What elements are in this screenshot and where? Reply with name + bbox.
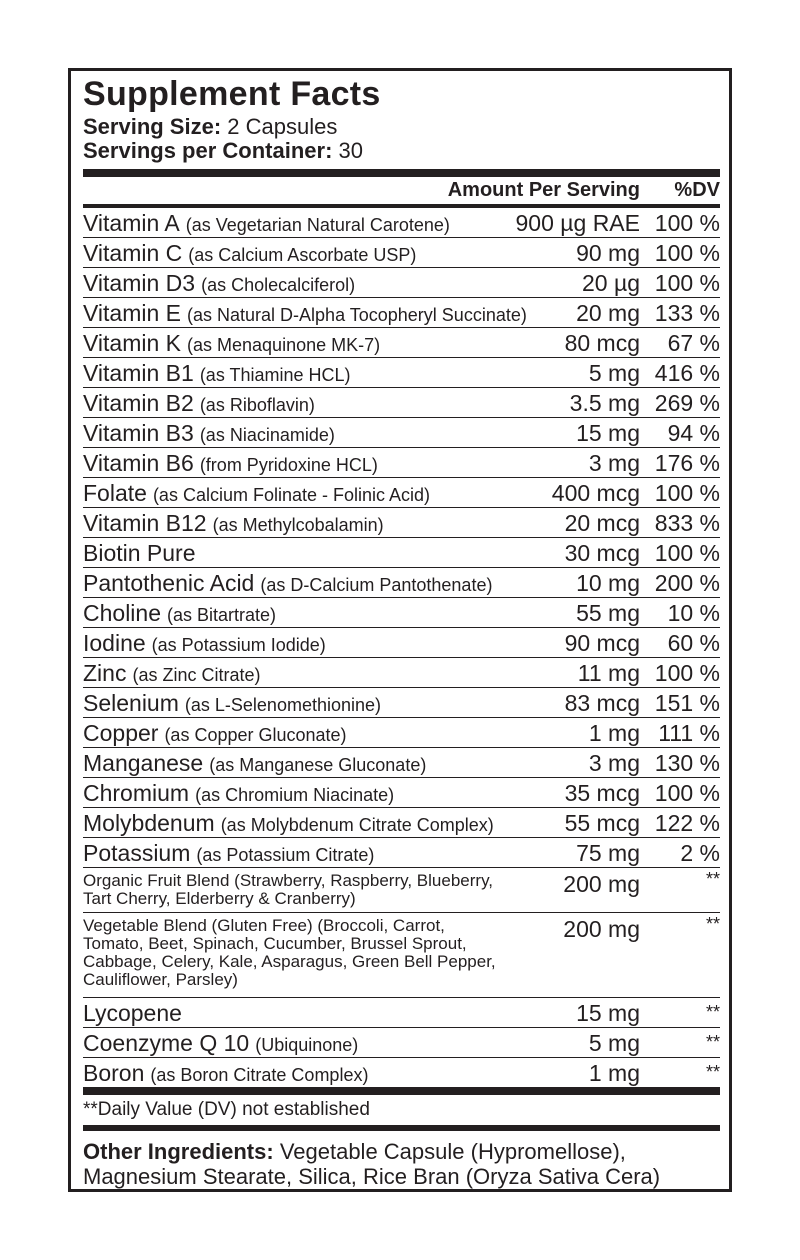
nutrient-amount: 20 µg — [581, 270, 640, 296]
nutrient-amount: 5 mg — [588, 1030, 640, 1056]
nutrient-source: (as Boron Citrate Complex) — [150, 1065, 369, 1085]
serving-size-value: 2 Capsules — [227, 114, 338, 139]
nutrient-source: (as Chromium Niacinate) — [195, 785, 395, 805]
nutrient-name — [83, 419, 335, 449]
nutrient-name — [83, 509, 384, 539]
nutrient-dv: 833 % — [654, 510, 720, 536]
nutrient-dv: 100 % — [654, 660, 720, 686]
nutrient-amount: 1 mg — [588, 1060, 640, 1086]
nutrient-amount: 20 mcg — [564, 510, 640, 536]
nutrient-dv: 133 % — [654, 300, 720, 326]
nutrient-row — [83, 778, 720, 808]
nutrient-name — [83, 359, 351, 389]
nutrient-name — [83, 539, 196, 567]
nutrient-name — [83, 779, 394, 809]
nutrient-name-text: Vitamin B1 — [83, 360, 194, 386]
nutrient-amount: 11 mg — [577, 660, 640, 686]
nutrient-source: (as Calcium Ascorbate USP) — [188, 245, 417, 265]
nutrient-amount: 400 mcg — [551, 480, 640, 506]
nutrient-name — [83, 299, 527, 329]
nutrient-row — [83, 268, 720, 298]
nutrient-name-text: Vitamin A — [83, 210, 180, 236]
blend-amount: 200 mg — [563, 916, 640, 942]
dv-header: %DV — [674, 179, 720, 201]
nutrient-name-text: Zinc — [83, 660, 127, 686]
nutrient-amount: 90 mcg — [564, 630, 640, 656]
nutrient-amount: 15 mg — [576, 1000, 640, 1026]
nutrient-row — [83, 1058, 720, 1088]
other-ingredients-text: Vegetable Capsule (Hypromellose), Magnesium Stearate, Silica, Rice Bran (Oryza Sativa Cera) — [83, 1139, 661, 1189]
blend-description: Organic Fruit Blend (Strawberry, Raspberry, Blueberry, Tart Cherry, Elderberry & Cranberry) — [83, 871, 494, 908]
blend-row — [83, 868, 720, 913]
nutrient-dv: 130 % — [654, 750, 720, 776]
footnote: **Daily Value (DV) not established — [83, 1099, 370, 1120]
nutrient-row — [83, 748, 720, 778]
servings-label: Servings per Container: — [83, 138, 333, 163]
nutrient-source: (as Calcium Folinate - Folinic Acid) — [152, 485, 431, 505]
nutrient-dv: 60 % — [667, 630, 720, 656]
nutrient-source: (as Bitartrate) — [167, 605, 277, 625]
nutrient-name — [83, 239, 416, 269]
nutrient-dv: 100 % — [654, 480, 720, 506]
blend-description: Vegetable Blend (Gluten Free) (Broccoli, Carrot, Tomato, Beet, Spinach, Cucumber, Brussel Sprout, Cabbage, Celery, Kale, Asparagus, Green Bell Pepper, Cauliflower, Parsley) — [83, 916, 496, 989]
nutrient-name — [83, 839, 374, 869]
nutrient-source: (as Zinc Citrate) — [132, 665, 261, 685]
nutrient-name — [83, 329, 380, 359]
nutrient-amount: 5 mg — [588, 360, 640, 386]
serving-size — [83, 115, 720, 139]
nutrient-amount: 80 mcg — [564, 330, 640, 356]
nutrient-source: (as Copper Gluconate) — [164, 725, 347, 745]
nutrient-row — [83, 298, 720, 328]
nutrient-dv: ** — [705, 1062, 720, 1082]
servings-per-container — [83, 139, 720, 163]
thick-divider — [83, 169, 720, 177]
nutrient-row — [83, 998, 720, 1028]
nutrient-amount: 10 mg — [576, 570, 640, 596]
nutrient-row — [83, 388, 720, 418]
amount-header: Amount Per Serving — [447, 179, 640, 201]
nutrient-source: (as L-Selenomethionine) — [184, 695, 382, 715]
nutrient-name-text: Chromium — [83, 780, 190, 806]
nutrient-list — [83, 208, 720, 868]
nutrient-name — [83, 209, 450, 239]
nutrient-row — [83, 418, 720, 448]
column-header — [83, 177, 720, 204]
nutrient-amount: 30 mcg — [564, 540, 640, 566]
nutrient-source: (as Molybdenum Citrate Complex) — [220, 815, 494, 835]
nutrient-amount: 90 mg — [576, 240, 640, 266]
nutrient-dv: 67 % — [667, 330, 720, 356]
nutrient-name — [83, 269, 355, 299]
nutrient-amount: 20 mg — [576, 300, 640, 326]
nutrient-dv: 100 % — [654, 270, 720, 296]
nutrient-name — [83, 689, 381, 719]
nutrient-name-text: Molybdenum — [83, 810, 215, 836]
nutrient-source: (as Thiamine HCL) — [199, 365, 351, 385]
nutrient-dv: ** — [705, 1032, 720, 1052]
nutrient-name-text: Vitamin K — [83, 330, 182, 356]
nutrient-name-text: Iodine — [83, 630, 146, 656]
nutrient-amount: 35 mcg — [564, 780, 640, 806]
nutrient-name — [83, 999, 182, 1027]
nutrient-source: (as Natural D-Alpha Tocopheryl Succinate) — [187, 305, 527, 325]
nutrient-amount: 3 mg — [588, 450, 640, 476]
nutrient-name-text: Choline — [83, 600, 161, 626]
nutrient-source: (as Potassium Citrate) — [196, 845, 375, 865]
nutrient-row — [83, 1028, 720, 1058]
nutrient-row — [83, 448, 720, 478]
nutrient-name-text: Vitamin B3 — [83, 420, 194, 446]
nutrient-row — [83, 238, 720, 268]
nutrient-amount: 55 mcg — [564, 810, 640, 836]
nutrient-name — [83, 809, 494, 839]
nutrient-source: (as Methylcobalamin) — [212, 515, 384, 535]
blend-dv: ** — [705, 869, 720, 889]
nutrient-name — [83, 659, 260, 689]
nutrient-row — [83, 508, 720, 538]
nutrient-name — [83, 749, 426, 779]
nutrient-dv: 2 % — [680, 840, 720, 866]
other-ingredients-label: Other Ingredients: — [83, 1139, 274, 1164]
nutrient-name-text: Selenium — [83, 690, 179, 716]
nutrient-source: (as Vegetarian Natural Carotene) — [185, 215, 450, 235]
nutrient-name-text: Vitamin B6 — [83, 450, 194, 476]
nutrient-row — [83, 838, 720, 868]
nutrient-source: (as Potassium Iodide) — [151, 635, 326, 655]
panel-title: Supplement Facts — [83, 75, 381, 113]
nutrient-name-text: Potassium — [83, 840, 191, 866]
nutrient-name — [83, 389, 315, 419]
nutrient-amount: 55 mg — [576, 600, 640, 626]
nutrient-dv: ** — [705, 1002, 720, 1022]
nutrient-name-text: Vitamin D3 — [83, 270, 196, 296]
blend-row — [83, 913, 720, 998]
nutrient-dv: 176 % — [654, 450, 720, 476]
nutrient-name-text: Folate — [83, 480, 147, 506]
nutrient-row — [83, 328, 720, 358]
nutrient-name-text: Vitamin B12 — [83, 510, 207, 536]
supplement-facts-content — [83, 75, 720, 1189]
nutrient-name — [83, 569, 492, 599]
nutrient-dv: 122 % — [654, 810, 720, 836]
nutrient-name — [83, 1029, 358, 1059]
blend-dv: ** — [705, 914, 720, 934]
nutrient-name-text: Biotin Pure — [83, 540, 196, 566]
nutrient-source: (as Niacinamide) — [199, 425, 335, 445]
nutrient-source: (from Pyridoxine HCL) — [199, 455, 378, 475]
nutrient-name-text: Boron — [83, 1060, 145, 1086]
nutrient-source: (Ubiquinone) — [255, 1035, 359, 1055]
other-nutrient-list — [83, 998, 720, 1088]
servings-value: 30 — [338, 138, 363, 163]
nutrient-row — [83, 568, 720, 598]
nutrient-amount: 3 mg — [588, 750, 640, 776]
nutrient-dv: 200 % — [654, 570, 720, 596]
nutrient-dv: 100 % — [654, 540, 720, 566]
nutrient-name-text: Vitamin B2 — [83, 390, 194, 416]
nutrient-name — [83, 479, 430, 509]
nutrient-name-text: Coenzyme Q 10 — [83, 1030, 250, 1056]
nutrient-row — [83, 598, 720, 628]
nutrient-dv: 100 % — [654, 780, 720, 806]
nutrient-dv: 269 % — [654, 390, 720, 416]
blend-amount: 200 mg — [563, 871, 640, 897]
nutrient-amount: 1 mg — [588, 720, 640, 746]
nutrient-dv: 100 % — [654, 240, 720, 266]
nutrient-dv: 111 % — [658, 720, 720, 746]
nutrient-amount: 15 mg — [576, 420, 640, 446]
nutrient-dv: 94 % — [667, 420, 720, 446]
other-ingredients — [83, 1131, 720, 1189]
nutrient-row — [83, 358, 720, 388]
nutrient-name-text: Vitamin C — [83, 240, 183, 266]
nutrient-amount: 3.5 mg — [569, 390, 640, 416]
nutrient-name-text: Pantothenic Acid — [83, 570, 255, 596]
nutrient-row — [83, 688, 720, 718]
blend-list — [83, 868, 720, 998]
nutrient-dv: 416 % — [654, 360, 720, 386]
nutrient-name-text: Copper — [83, 720, 159, 746]
nutrient-dv: 10 % — [667, 600, 720, 626]
serving-size-label: Serving Size: — [83, 114, 222, 139]
nutrient-row — [83, 808, 720, 838]
nutrient-row — [83, 538, 720, 568]
nutrient-dv: 100 % — [654, 210, 720, 236]
nutrient-name — [83, 629, 326, 659]
nutrient-row — [83, 718, 720, 748]
nutrient-source: (as D-Calcium Pantothenate) — [260, 575, 493, 595]
nutrient-source: (as Riboflavin) — [199, 395, 315, 415]
nutrient-row — [83, 658, 720, 688]
nutrient-name-text: Lycopene — [83, 1000, 182, 1026]
nutrient-row — [83, 478, 720, 508]
nutrient-source: (as Menaquinone MK-7) — [187, 335, 381, 355]
nutrient-name-text: Manganese — [83, 750, 204, 776]
nutrient-name — [83, 599, 276, 629]
nutrient-name — [83, 1059, 368, 1089]
nutrient-name — [83, 449, 378, 479]
supplement-facts-panel — [68, 68, 732, 1192]
nutrient-row — [83, 208, 720, 238]
nutrient-name — [83, 719, 347, 749]
nutrient-amount: 75 mg — [576, 840, 640, 866]
nutrient-source: (as Manganese Gluconate) — [209, 755, 427, 775]
nutrient-name-text: Vitamin E — [83, 300, 182, 326]
nutrient-source: (as Cholecalciferol) — [201, 275, 356, 295]
nutrient-amount: 900 µg RAE — [515, 210, 640, 236]
nutrient-amount: 83 mcg — [564, 690, 640, 716]
nutrient-row — [83, 628, 720, 658]
nutrient-dv: 151 % — [654, 690, 720, 716]
